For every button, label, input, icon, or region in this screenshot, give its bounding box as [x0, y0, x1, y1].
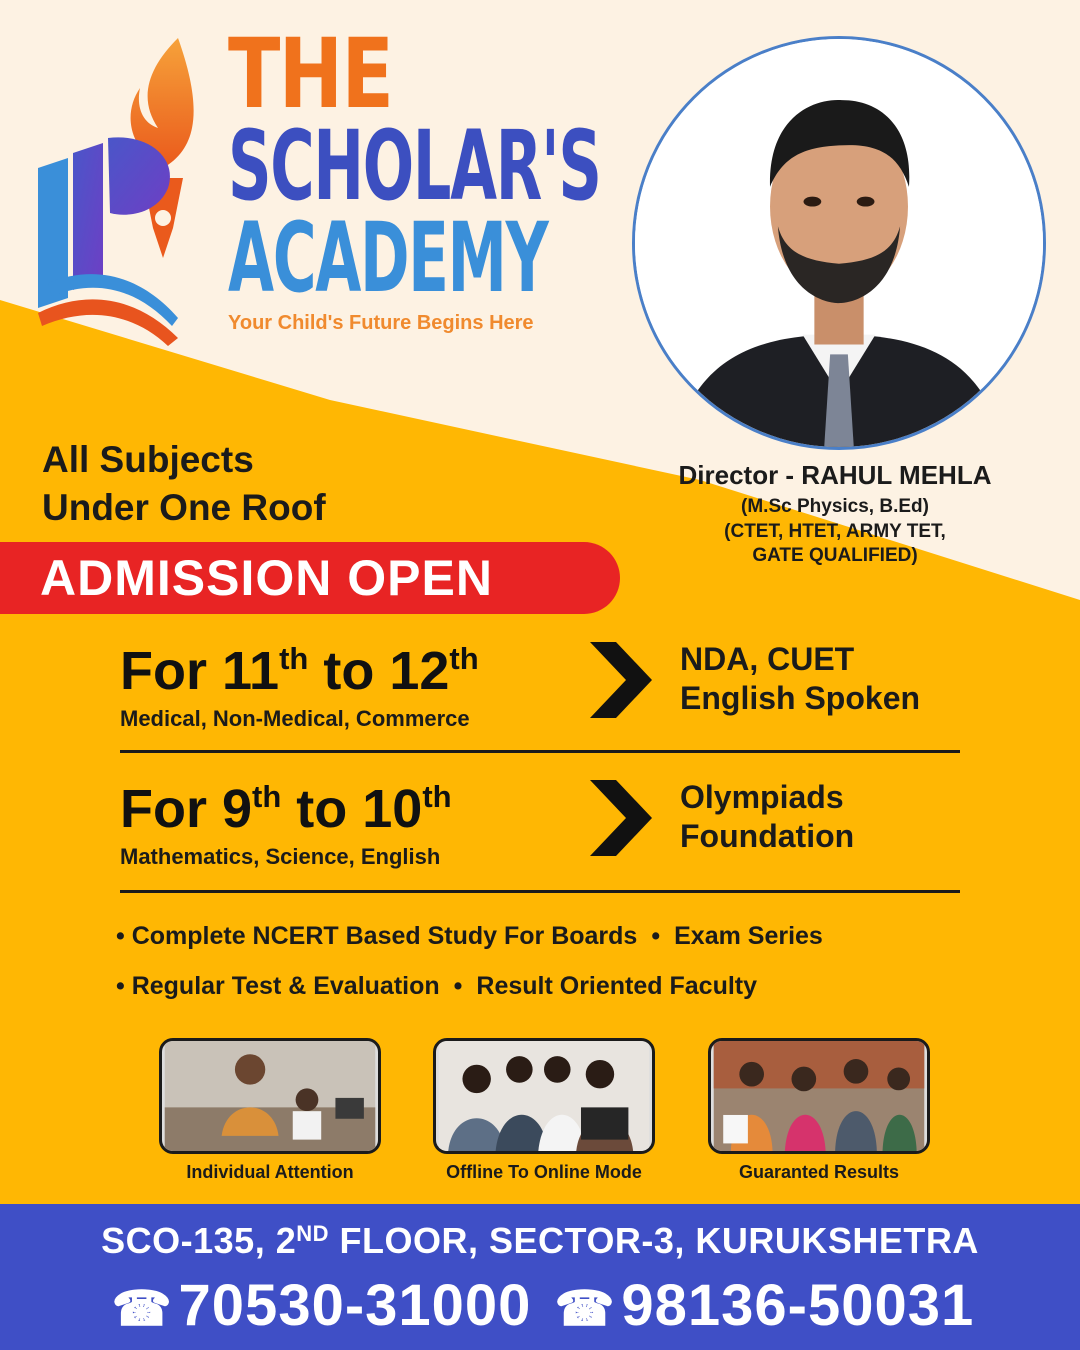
address [0, 1220, 1080, 1262]
bullet-row-1: • Complete NCERT Based Study For Boards • Exam Series [116, 922, 823, 950]
qual-line-1: (M.Sc Physics, B.Ed) [741, 496, 929, 517]
course-row-junior [120, 778, 960, 888]
phone-number-1[interactable]: 70530-31000 [178, 1273, 532, 1338]
course-row-senior [120, 640, 960, 750]
bullet-item: Complete NCERT Based Study For Boards [131, 922, 638, 950]
director-qualifications [640, 495, 1030, 569]
course-sup: th [422, 779, 452, 814]
course-sup: th [279, 641, 309, 676]
tagline: Your Child's Future Begins Here [228, 312, 534, 334]
bullet-item: Regular Test & Evaluation [131, 972, 440, 1000]
feature-guaranteed-results [708, 1038, 930, 1183]
feature-caption: Offline To Online Mode [446, 1162, 642, 1182]
divider [120, 750, 960, 753]
course-subjects: Medical, Non-Medical, Commerce [120, 706, 470, 731]
students-laptop-illustration [436, 1041, 652, 1151]
director-info [640, 460, 1030, 569]
phone-icon: ☎ [111, 1283, 173, 1336]
feature-photo [159, 1038, 381, 1154]
logo-the: THE [228, 18, 393, 130]
feature-caption: Guaranted Results [738, 1162, 900, 1182]
course-extra-2: Foundation [680, 818, 855, 855]
feature-photo [708, 1038, 930, 1154]
course-extra-1: Olympiads [680, 779, 844, 815]
course-extra-2: English Spoken [680, 680, 921, 717]
course-heading [120, 640, 479, 702]
director-portrait-illustration [635, 39, 1043, 447]
course-to: to 10 [281, 779, 423, 839]
headline-line-2: Under One Roof [42, 487, 326, 529]
feature-individual-attention [159, 1038, 381, 1183]
feature-photo [433, 1038, 655, 1154]
bullet-row-2: • Regular Test & Evaluation • Result Oriented Faculty [116, 972, 758, 1000]
address-part-2: FLOOR, SECTOR-3, KURUKSHETRA [329, 1220, 979, 1261]
classroom-photo-illustration [162, 1041, 378, 1151]
feature-caption: Individual Attention [186, 1162, 354, 1182]
headline-line-1: All Subjects [42, 439, 254, 480]
chevron-right-icon [590, 642, 652, 718]
course-extra-1: NDA, CUET [680, 641, 855, 677]
contact-footer [0, 1204, 1080, 1350]
address-sup: ND [296, 1221, 329, 1246]
divider [120, 890, 960, 893]
happy-students-illustration [711, 1041, 927, 1151]
course-extras [680, 778, 854, 856]
course-subjects: Mathematics, Science, English [120, 844, 441, 869]
bullet-item: Result Oriented Faculty [476, 972, 758, 1000]
qual-line-3: GATE QUALIFIED) [752, 545, 918, 567]
director-photo [632, 36, 1046, 450]
admission-open-banner: ADMISSION OPEN [0, 542, 620, 614]
chevron-right-icon [590, 780, 652, 856]
course-sup: th [449, 641, 479, 676]
course-for: For 9 [120, 779, 253, 839]
course-to: to 12 [308, 641, 450, 701]
course-for: For 11 [120, 641, 280, 701]
headline-subjects [42, 436, 326, 532]
feature-offline-online [433, 1038, 655, 1183]
address-part-1: SCO-135, 2 [101, 1220, 297, 1261]
logo-emblem-icon [28, 28, 228, 348]
phone-icon: ☎ [554, 1283, 616, 1336]
course-heading [120, 778, 452, 840]
director-name: Director - RAHUL MEHLA [678, 460, 992, 490]
phone-number-2[interactable]: 98136-50031 [621, 1273, 975, 1338]
logo-academy: ACADEMY [228, 202, 548, 315]
bullet-item: Exam Series [674, 922, 823, 950]
qual-line-2: (CTET, HTET, ARMY TET, [724, 520, 946, 542]
course-sup: th [252, 779, 282, 814]
logo-scholars: SCHOLAR'S [228, 110, 601, 223]
course-extras [680, 640, 920, 718]
phone-numbers [0, 1272, 1080, 1339]
